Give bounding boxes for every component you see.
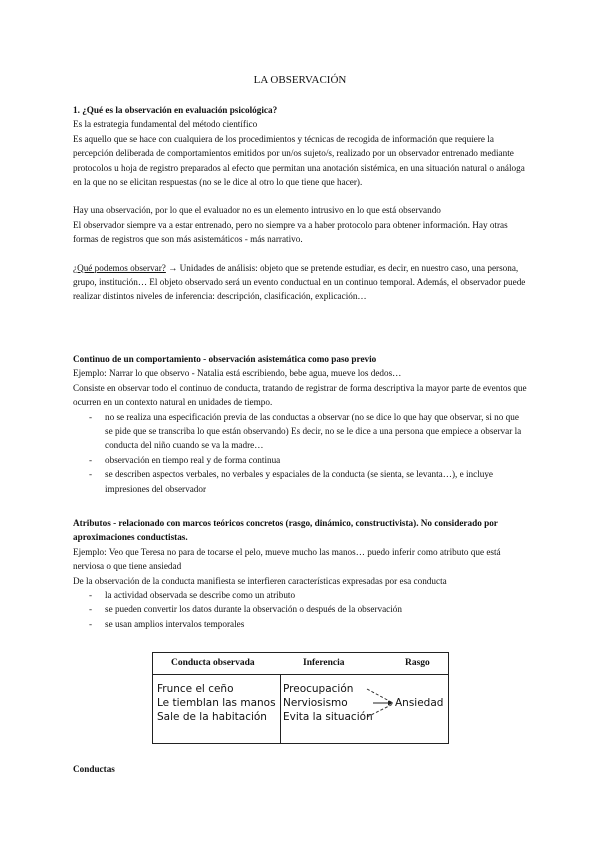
attribute-inference-table [152, 652, 449, 744]
section-2-description: Consiste en observar todo el continuo de conducta, tratando de registrar de forma descriptiva la mayor parte de eventos que ocurren en un contexto natural en unidades de tiempo. [73, 382, 527, 408]
table-cell-inferencia: Preocupación [283, 683, 354, 695]
section-1-definition: Es aquello que se hace con cualquiera de los procedimientos y técnicas de recogida de información que requiere la percepción deliberada de comportamientos emitidos por un/os sujeto/s, realizado por un observador entrenado mediante protocolos u hoja de registro preparados al efecto que permitan una anotación sistémica, en una situación natural o análoga en la que no se elicitan respuestas (no se le dice al otro lo que tiene que hacer). [73, 133, 525, 188]
section-2-heading: Continuo de un comportamiento - observación asistemática como paso previo [73, 354, 377, 364]
section-3-bullet-list [73, 588, 528, 631]
header-rasgo: Rasgo [405, 658, 430, 668]
list-item: - la actividad observada se describe como un atributo [73, 588, 528, 602]
header-inferencia: Inferencia [303, 658, 345, 668]
list-item: - se usan amplios intervalos temporales [73, 617, 528, 631]
table-cell-conducta: Frunce el ceño [157, 683, 234, 695]
list-item: - observación en tiempo real y de forma continua [73, 453, 528, 467]
list-item: - se pueden convertir los datos durante la observación o después de la observación [73, 602, 528, 616]
section-1-line-1: Es la estrategia fundamental del método científico [73, 119, 258, 130]
table-cell-rasgo: Ansiedad [395, 697, 444, 709]
arrow-right-icon: → [168, 262, 178, 273]
section-1 [73, 103, 528, 304]
page-title: LA OBSERVACIÓN [253, 74, 347, 86]
what-to-observe-paragraph [73, 261, 528, 304]
list-item: - se describen aspectos verbales, no verbales y espaciales de la conducta (se sienta, se levanta…), e incluye impresiones del observador [73, 467, 528, 496]
table-cell-conducta: Sale de la habitación [157, 711, 267, 723]
section-4-heading: Conductas [73, 764, 115, 774]
column-divider [280, 674, 281, 743]
section-4 [73, 762, 528, 776]
list-item: - no se realiza una especificación previa de las conductas a observar (no se dice lo que hay que observar, si no que se pide que se transcriba lo que están observando) Es decir, no se le dice a una persona que empiece a observar la conducta del niño cuando se va la madre… [73, 410, 528, 453]
section-2-example: Ejemplo: Narrar lo que observo - Natalia está escribiendo, bebe agua, mueve los dedos… [73, 368, 402, 379]
what-to-observe-label: ¿Qué podemos observar? [73, 262, 166, 273]
section-3-example: Ejemplo: Veo que Teresa no para de tocarse el pelo, mueve mucho las manos… puedo inferir como atributo que está nerviosa o que tiene ansiedad [73, 546, 501, 572]
section-2 [73, 352, 528, 496]
section-2-bullet-list [73, 410, 528, 496]
what-to-observe-text: Unidades de análisis: objeto que se pretende estudiar, es decir, en nuestro caso, una persona, grupo, institución… El objeto observado será un evento conductual en un continuo temporal. Además, el observador puede realizar distintos niveles de inferencia: descripción, clasificación, explicación… [73, 262, 526, 302]
header-conducta: Conducta observada [171, 658, 255, 668]
section-3-heading: Atributos - relacionado con marcos teóricos concretos (rasgo, dinámico, constructivista). No considerado por aproximaciones conductistas. [73, 518, 498, 543]
table-cell-inferencia: Nerviosismo [283, 697, 348, 709]
section-1-heading: 1. ¿Qué es la observación en evaluación psicológica? [73, 105, 278, 115]
section-3 [73, 516, 528, 631]
inference-arrows-icon [365, 683, 399, 727]
section-3-description: De la observación de la conducta manifiesta se interfieren características expresadas por esa conducta [73, 575, 447, 586]
section-1-line-4: El observador siempre va a estar entrenado, pero no siempre va a haber protocolo para obtener información. Hay otras formas de registros que son más asistemáticos - más narrativo. [73, 219, 508, 245]
table-cell-conducta: Le tiemblan las manos [157, 697, 276, 709]
table-header [153, 653, 448, 675]
section-1-line-3: Hay una observación, por lo que el evaluador no es un elemento intrusivo en lo que está observando [73, 205, 441, 216]
table-cell-inferencia: Evita la situación [283, 711, 373, 723]
